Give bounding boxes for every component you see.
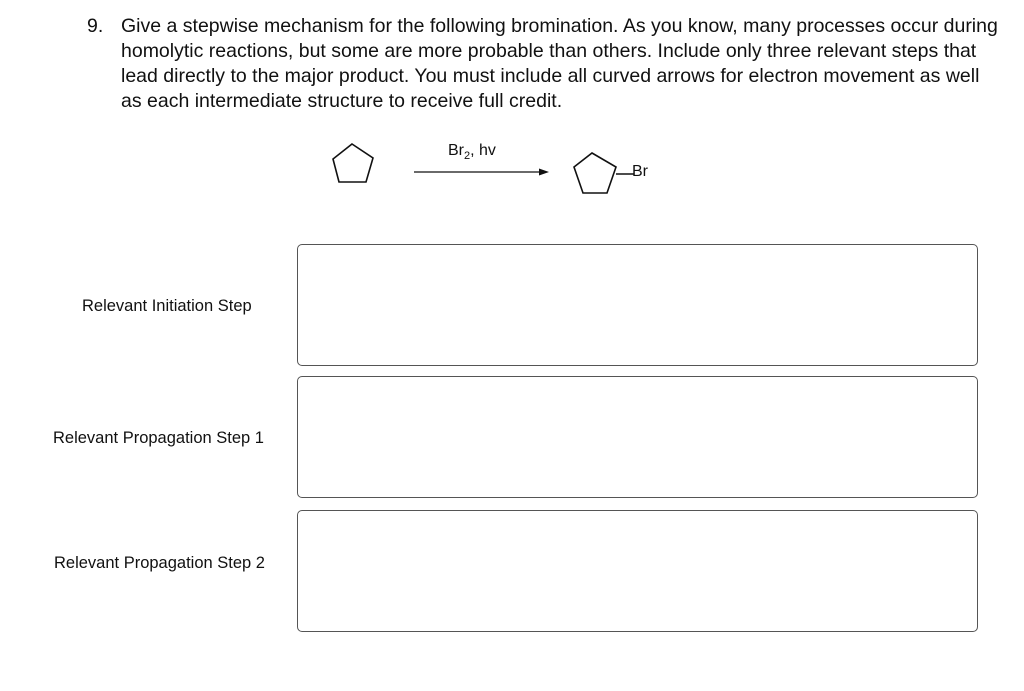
cyclopentane-icon (333, 144, 373, 182)
reagent-subscript: 2 (464, 150, 471, 163)
propagation-step-1-answer-box[interactable] (297, 376, 978, 498)
propagation-step-2-answer-box[interactable] (297, 510, 978, 632)
reaction-arrow-icon (414, 169, 549, 176)
question-block (87, 14, 1002, 114)
bromocyclopentane-icon (574, 153, 634, 193)
initiation-step-answer-box[interactable] (297, 244, 978, 366)
reaction-scheme (325, 138, 665, 210)
propagation-step-2-label: Relevant Propagation Step 2 (54, 554, 265, 572)
propagation-step-1-label: Relevant Propagation Step 1 (53, 429, 264, 447)
question-number: 9. (87, 15, 104, 37)
product-substituent-label: Br (632, 163, 648, 180)
reagent-condition: , hv (470, 142, 496, 159)
reagent-element: Br (448, 142, 464, 159)
question-text: Give a stepwise mechanism for the following bromination. As you know, many processes occur during homolytic reactions, but some are more probable than others. Include only three relevant steps that lead directly to the major product. You must include all curved arrows for electron movement as well as each intermediate structure to receive full credit. (121, 15, 998, 112)
reaction-reagent (448, 142, 496, 162)
initiation-step-label: Relevant Initiation Step (82, 297, 252, 315)
